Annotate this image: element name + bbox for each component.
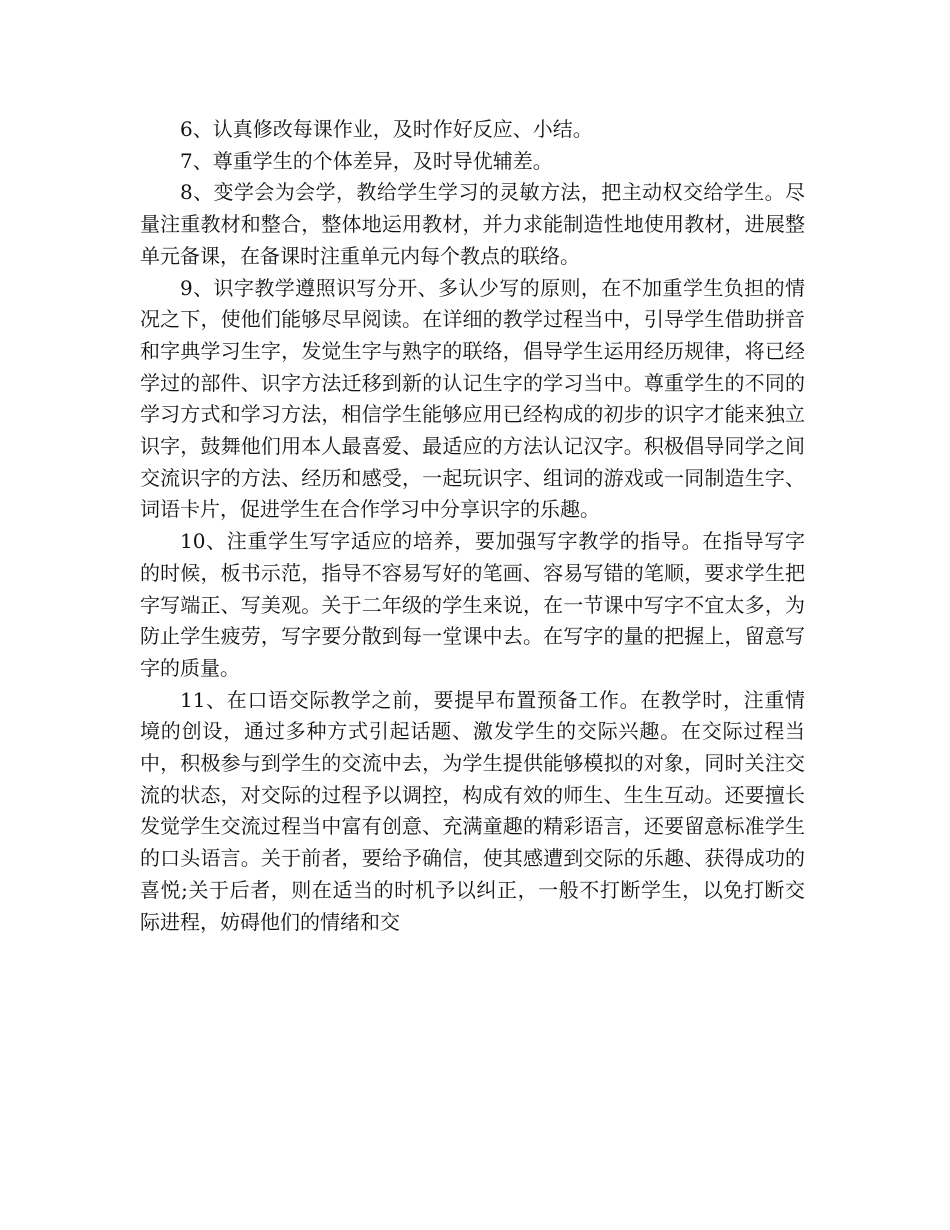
paragraph-11: 11、在口语交际教学之前，要提早布置预备工作。在教学时，注重情境的创设，通过多种方式引起话题、激发学生的交际兴趣。在交际过程当中，积极参与到学生的交流中去，为学生提供能够模拟的对象，同时关注交流的状态，对交际的过程予以调控，构成有效的师生、生生互动。还要擅长发觉学生交流过程当中富有创意、充满童趣的精彩语言，还要留意标准学生的口头语言。关于前者，要给予确信，使其感遭到交际的乐趣、获得成功的喜悦;关于后者，则在适当的时机予以纠正，一般不打断学生，以免打断交际进程，妨碍他们的情绪和交 bbox=[140, 687, 805, 934]
paragraph-6: 6、认真修改每课作业，及时作好反应、小结。 bbox=[180, 117, 593, 141]
paragraph-9: 9、识字教学遵照识写分开、多认少写的原则，在不加重学生负担的情况之下，使他们能够尽早阅读。在详细的教学过程当中，引导学生借助拼音和字典学习生字，发觉生字与熟字的联络，倡导学生运用经历规律，将已经学过的部件、识字方法迁移到新的认记生字的学习当中。尊重学生的不同的学习方式和学习方法，相信学生能够应用已经构成的初步的识字才能来独立识字，鼓舞他们用本人最喜爱、最适应的方法认记汉字。积极倡导同学之间交流识字的方法、经历和感受，一起玩识字、组词的游戏或一同制造生字、词语卡片，促进学生在合作学习中分享识字的乐趣。 bbox=[140, 275, 805, 522]
paragraph-8: 8、变学会为会学，教给学生学习的灵敏方法，把主动权交给学生。尽量注重教材和整合，整体地运用教材，并力求能制造性地使用教材，进展整单元备课，在备课时注重单元内每个教点的联络。 bbox=[140, 180, 805, 268]
document-body bbox=[140, 114, 805, 938]
paragraph-10: 10、注重学生写字适应的培养，要加强写字教学的指导。在指导写字的时候，板书示范，指导不容易写好的笔画、容易写错的笔顺，要求学生把字写端正、写美观。关于二年级的学生来说，在一节课中写字不宜太多，为防止学生疲劳，写字要分散到每一堂课中去。在写字的量的把握上，留意写字的质量。 bbox=[140, 529, 805, 680]
paragraph-7: 7、尊重学生的个体差异，及时导优辅差。 bbox=[180, 148, 553, 173]
